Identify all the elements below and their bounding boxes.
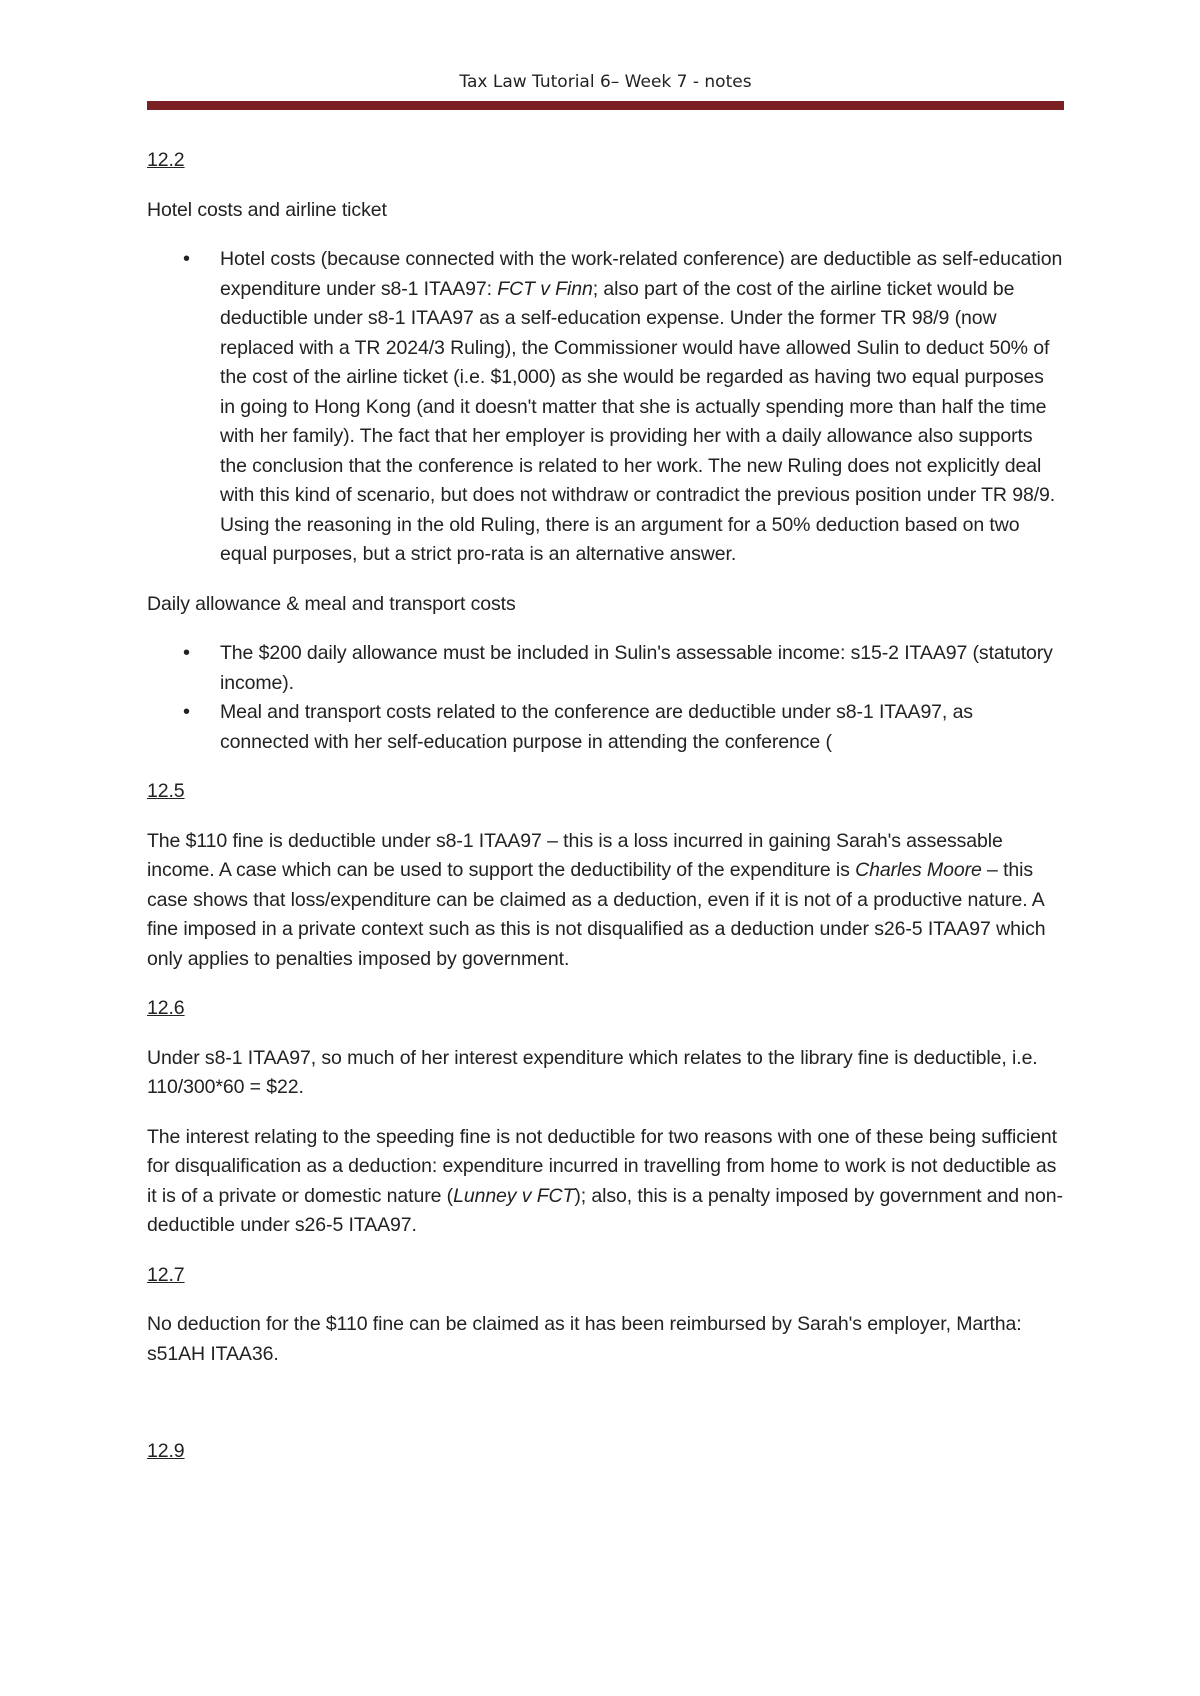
- paragraph-text: – this case shows that loss/expenditure can be claimed as a deduction, even if it is not of a productive nature. A fine imposed in a private context such as this is not disqualified as a deduction under s26-5 ITAA97 which only applies to penalties imposed by government.: [147, 859, 1046, 970]
- bullet-text: Hotel costs (because connected with the work-related conference) are deductible as self-education expenditure under s8-1 ITAA97:: [220, 248, 1063, 300]
- subheading-daily-allowance: Daily allowance & meal and transport costs: [147, 592, 516, 615]
- header-rule: [147, 101, 1064, 110]
- bullet-list-allowance: [147, 639, 1064, 757]
- bullet-list-hotel: [147, 245, 1064, 570]
- document-body: [147, 146, 1064, 1487]
- section-heading-12-2: 12.2: [147, 149, 185, 171]
- bullet-text: ; also part of the cost of the airline ticket would be deductible under s8-1 ITAA97 as a self-education expense. Under the former TR 98/9 (now replaced with a TR 2024/3 Ruling), the Commissioner would have allowed Sulin to deduct 50% of the cost of the airline ticket (i.e. $1,000) as she would be regarded as having two equal purposes in going to Hong Kong (and it doesn't matter that she is actually spending more than half the time with her family). The fact that her employer is providing her with a daily allowance also supports the conclusion that the conference is related to her work. The new Ruling does not explicitly deal with this kind of scenario, but does not withdraw or contradict the previous position under TR 98/9. Using the reasoning in the old Ruling, there is an argument for a 50% deduction based on two equal purposes, but a strict pro-rata is an alternative answer.: [220, 277, 1056, 565]
- spacer: [147, 1389, 1064, 1437]
- paragraph-12-6-a: Under s8-1 ITAA97, so much of her interest expenditure which relates to the library fine is deductible, i.e. 110/300*60 = $22.: [147, 1046, 1038, 1098]
- paragraph-12-6-b: [147, 1123, 1064, 1241]
- subheading-hotel-airline: Hotel costs and airline ticket: [147, 198, 387, 221]
- paragraph-12-5: [147, 827, 1064, 975]
- page-header: Tax Law Tutorial 6– Week 7 - notes: [459, 72, 752, 92]
- list-item: [220, 245, 1064, 570]
- section-heading-12-5: 12.5: [147, 780, 185, 802]
- paragraph-text: ); also, this is a penalty imposed by government and non-deductible under s26-5 ITAA97.: [147, 1184, 1063, 1236]
- section-heading-12-9: 12.9: [147, 1440, 185, 1462]
- case-name: FCT v Finn: [497, 277, 593, 300]
- paragraph-text: The $110 fine is deductible under s8-1 ITAA97 – this is a loss incurred in gaining Sarah's assessable income. A case which can be used to support the deductibility of the expenditure is: [147, 829, 1003, 881]
- case-name: Charles Moore: [855, 859, 982, 881]
- paragraph-text: The interest relating to the speeding fine is not deductible for two reasons with one of these being sufficient for disqualification as a deduction: expenditure incurred in travelling from home to work is not deductible as it is of a private or domestic nature (: [147, 1125, 1057, 1207]
- list-item: • Meal and transport costs related to the conference are deductible under s8-1 ITAA97, as connected with her self-education purpose in attending the conference (: [220, 698, 1064, 757]
- case-name: Lunney v FCT: [453, 1184, 575, 1207]
- list-item: • The $200 daily allowance must be included in Sulin's assessable income: s15-2 ITAA97 (statutory income).: [220, 639, 1064, 698]
- section-heading-12-7: 12.7: [147, 1263, 185, 1286]
- paragraph-12-7: No deduction for the $110 fine can be claimed as it has been reimbursed by Sarah's employer, Martha: s51AH ITAA36.: [147, 1313, 1022, 1365]
- section-heading-12-6: 12.6: [147, 997, 185, 1019]
